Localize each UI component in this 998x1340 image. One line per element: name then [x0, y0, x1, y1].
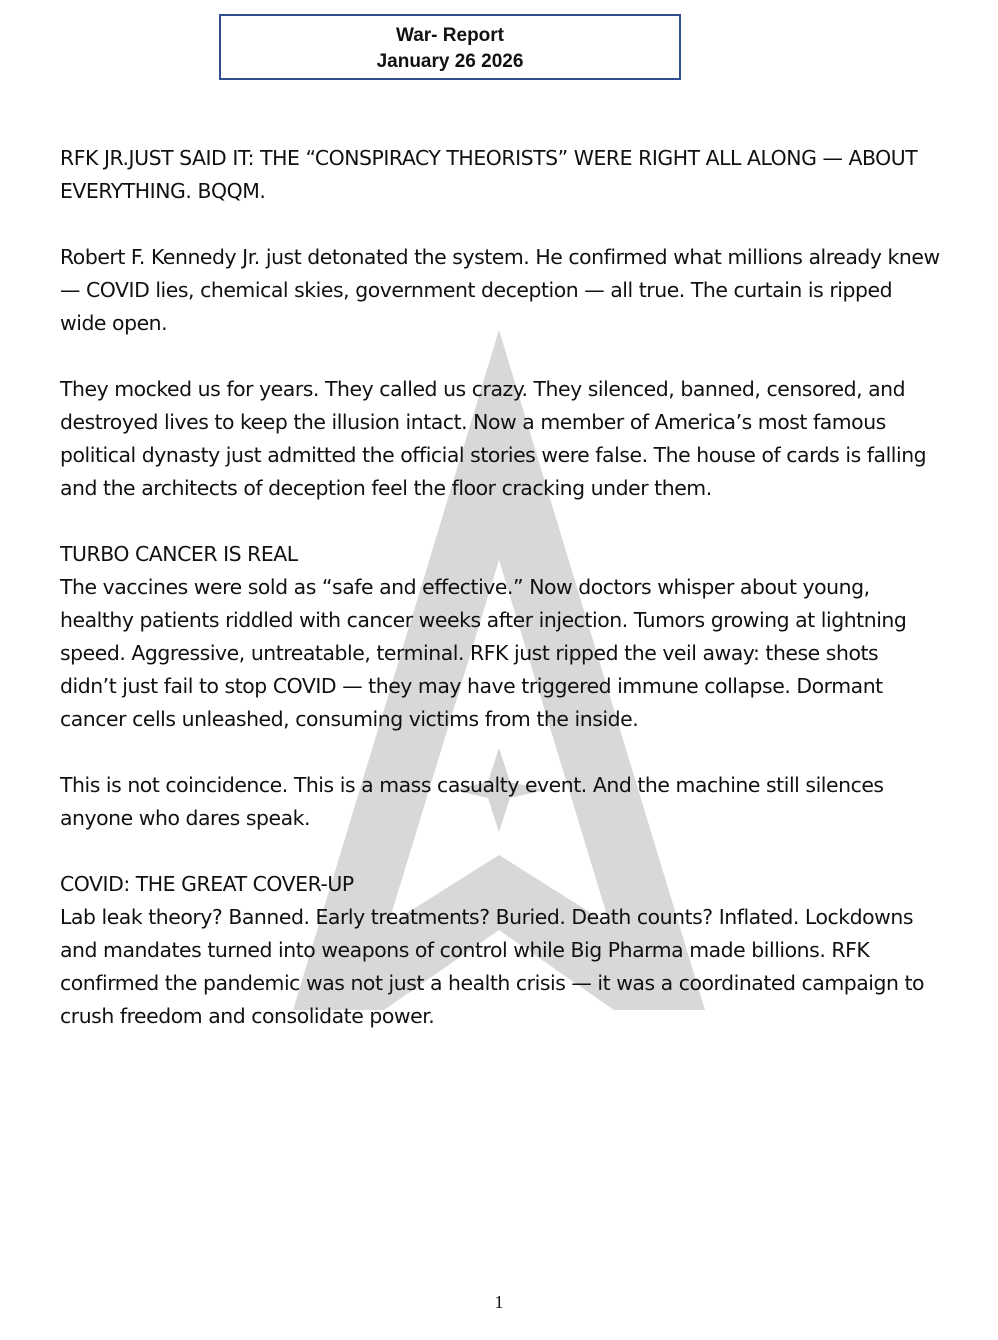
- report-title: War- Report: [395, 25, 505, 46]
- page-number: 1: [494, 1292, 504, 1312]
- headline: RFK JR.JUST SAID IT: THE “CONSPIRACY THEORISTS” WERE RIGHT ALL ALONG — ABOUT EVERYTHING. BQQM.: [60, 146, 918, 203]
- report-header-box: [219, 14, 681, 80]
- mocked-paragraph: They mocked us for years. They called us crazy. They silenced, banned, censored, and destroyed lives to keep the illusion intact. Now a member of America’s most famous political dynasty just admitted the official stories were false. The house of cards is falling and the architects of deception feel the floor cracking under them.: [60, 377, 927, 500]
- section-heading-turbo: TURBO CANCER IS REAL: [60, 542, 298, 566]
- section-heading-covid: COVID: THE GREAT COVER-UP: [60, 872, 354, 896]
- covid-paragraph: Lab leak theory? Banned. Early treatments? Buried. Death counts? Inflated. Lockdowns and mandates turned into weapons of control while Big Pharma made billions. RFK confirmed the pandemic was not just a health crisis — it was a coordinated campaign to crush freedom and consolidate power.: [60, 905, 925, 1028]
- intro-paragraph: Robert F. Kennedy Jr. just detonated the system. He confirmed what millions already knew — COVID lies, chemical skies, government deception — all true. The curtain is ripped wide open.: [60, 245, 940, 335]
- coincidence-paragraph: This is not coincidence. This is a mass casualty event. And the machine still silences anyone who dares speak.: [60, 773, 884, 830]
- article-body: [60, 142, 940, 1033]
- report-date: January 26 2026: [376, 51, 524, 72]
- turbo-paragraph: The vaccines were sold as “safe and effective.” Now doctors whisper about young, healthy patients riddled with cancer weeks after injection. Tumors growing at lightning speed. Aggressive, untreatable, terminal. RFK just ripped the veil away: these shots didn’t just fail to stop COVID — they may have triggered immune collapse. Dormant cancer cells unleashed, consuming victims from the inside.: [60, 575, 907, 731]
